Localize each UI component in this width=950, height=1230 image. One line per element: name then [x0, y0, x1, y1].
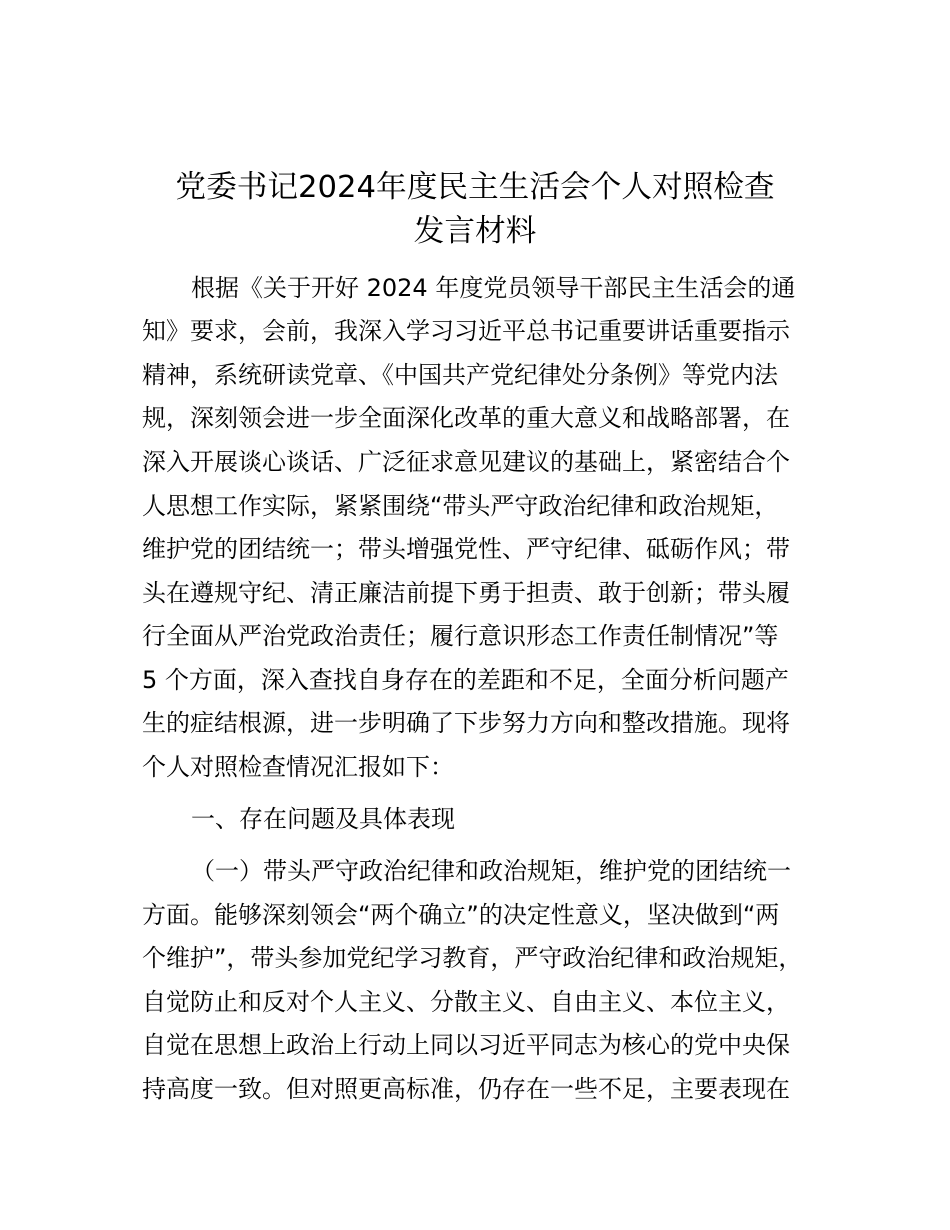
body-line: 根据《关于开好 2024 年度党员领导干部民主生活会的通 [191, 274, 796, 302]
body-line: 自觉防止和反对个人主义、分散主义、自由主义、本位主义， [142, 988, 790, 1016]
body-line: 精神，系统研读党章、《中国共产党纪律处分条例》等党内法 [142, 361, 778, 389]
body-line: 头在遵规守纪、清正廉洁前提下勇于担责、敢于创新；带头履 [142, 579, 790, 607]
body-line: 行全面从严治党政治责任；履行意识形态工作责任制情况”等 [142, 622, 779, 650]
body-line: 持高度一致。但对照更高标准，仍存在一些不足，主要表现在 [142, 1075, 790, 1103]
document-title-line-2: 发言材料 [413, 214, 537, 249]
body-line: 规，深刻领会进一步全面深化改革的重大意义和战略部署，在 [142, 404, 790, 432]
body-line: 深入开展谈心谈话、广泛征求意见建议的基础上，紧密结合个 [142, 448, 790, 476]
document-title-line-1: 党委书记2024年度民主生活会个人对照检查 [175, 170, 775, 205]
body-line: 方面。能够深刻领会“两个确立”的决定性意义，坚决做到“两 [142, 901, 780, 929]
body-line: 维护党的团结统一；带头增强党性、严守纪律、砥砺作风；带 [142, 535, 790, 563]
body-line: 个人对照检查情况汇报如下： [142, 753, 454, 781]
body-line: 人思想工作实际，紧紧围绕“带头严守政治纪律和政治规矩， [142, 492, 779, 520]
subsection-heading: （一）带头严守政治纪律和政治规矩，维护党的团结统一 [191, 857, 791, 885]
body-line: 知》要求，会前，我深入学习习近平总书记重要讲话重要指示 [142, 317, 790, 345]
body-line: 生的症结根源，进一步明确了下步努力方向和整改措施。现将 [142, 709, 790, 737]
body-line: 个维护”，带头参加党纪学习教育，严守政治纪律和政治规矩， [142, 944, 803, 972]
body-line: 自觉在思想上政治上行动上同以习近平同志为核心的党中央保 [142, 1031, 790, 1059]
section-heading: 一、存在问题及具体表现 [191, 805, 455, 833]
body-line: 5 个方面，深入查找自身存在的差距和不足，全面分析问题产 [142, 666, 789, 694]
